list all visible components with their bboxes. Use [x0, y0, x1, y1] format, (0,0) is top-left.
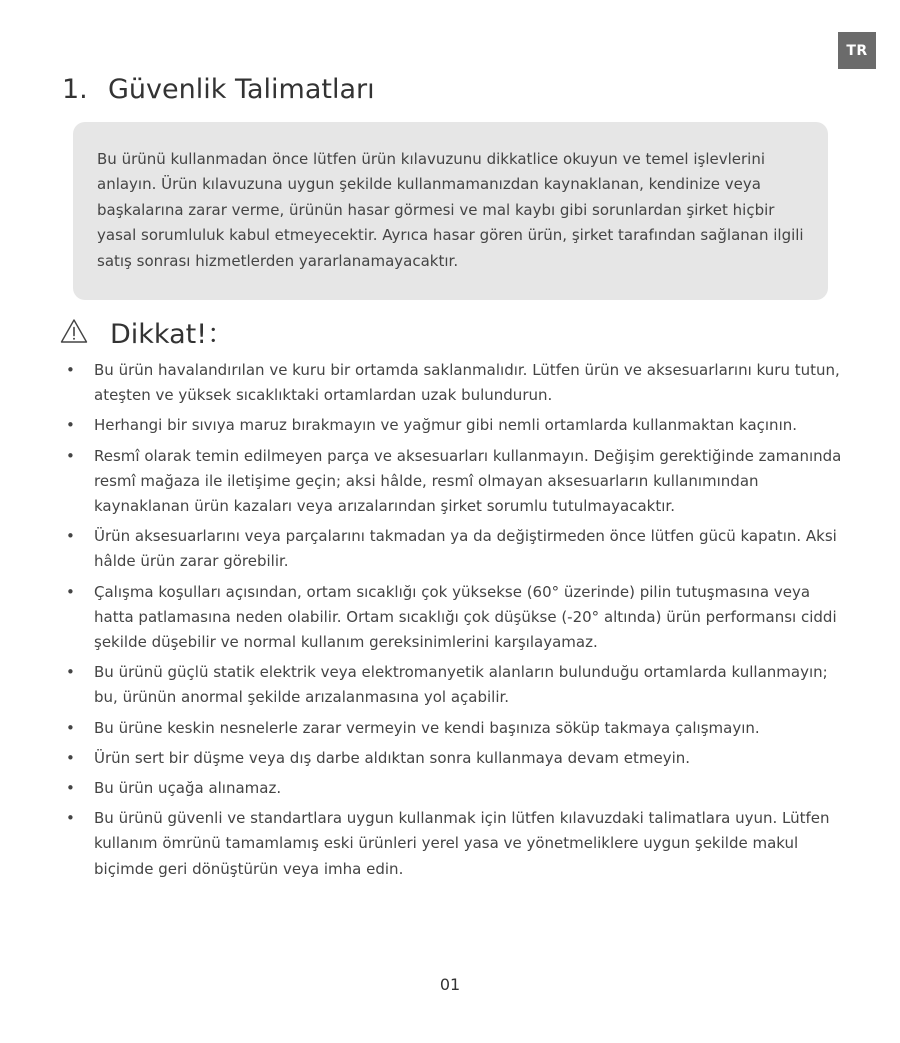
bullet-dot: •: [66, 446, 75, 465]
list-item: [62, 746, 842, 771]
section-heading: [62, 74, 375, 105]
list-item-text: Bu ürüne keskin nesnelerle zarar vermeyin ve kendi başınıza söküp takmaya çalışmayın.: [94, 718, 760, 737]
bullet-dot: •: [66, 361, 75, 379]
list-item: [62, 444, 842, 520]
bullet-dot: •: [66, 779, 75, 798]
bullet-dot: •: [66, 416, 75, 435]
language-badge: TR: [838, 32, 876, 69]
bullet-dot: •: [66, 809, 75, 828]
bullet-dot: •: [66, 582, 75, 601]
bullet-dot: •: [66, 663, 75, 682]
section-number: 1.: [62, 74, 88, 105]
info-box-text: Bu ürünü kullanmadan önce lütfen ürün kılavuzunu dikkatlice okuyun ve temel işlevlerini anlayın. Ürün kılavuzuna uygun şekilde kullanmamanızdan kaynaklanan, kendinize veya başkalarına zarar verme, ürünün hasar görmesi ve mal kaybı gibi sorunlardan şirket hiçbir yasal sorumluluk kabul etmeyecektir. Ayrıca hasar gören ürün, şirket tarafından sağlanan ilgili satış sonrası hizmetlerden yararlanamayacaktır.: [97, 150, 804, 270]
list-item-text: Ürün aksesuarlarını veya parçalarını takmadan ya da değiştirmeden önce lütfen gücü kapatın. Aksi hâlde ürün zarar görebilir.: [94, 527, 837, 571]
list-item-text: Çalışma koşulları açısından, ortam sıcaklığı çok yüksekse (60° üzerinde) pilin tutuşmasına veya hatta patlamasına neden olabilir. Ortam sıcaklığı çok düşükse (-20° altında) ürün performansı ciddi şekilde düşebilir ve normal kullanım gereksinimlerini karşılayamaz.: [94, 582, 837, 652]
bullet-dot: •: [66, 527, 75, 546]
list-item: [62, 413, 842, 438]
list-item-text: Ürün sert bir düşme veya dış darbe aldıktan sonra kullanmaya devam etmeyin.: [94, 748, 691, 767]
bullet-dot: •: [66, 718, 75, 737]
list-item: [62, 660, 842, 710]
section-title: Güvenlik Talimatları: [108, 74, 375, 105]
list-item-text: Bu ürünü güçlü statik elektrik veya elektromanyetik alanların bulunduğu ortamlarda kullanmayın; bu, ürünün anormal şekilde arızalanmasına yol açabilir.: [94, 663, 828, 707]
warning-heading: [60, 313, 234, 349]
warning-triangle-icon: [60, 318, 88, 344]
list-item: [62, 580, 842, 656]
list-item: [62, 358, 842, 408]
list-item-text: Bu ürün uçağa alınamaz.: [94, 779, 282, 798]
list-item: [62, 716, 842, 741]
list-item-text: Herhangi bir sıvıya maruz bırakmayın ve yağmur gibi nemli ortamlarda kullanmaktan kaçının.: [94, 416, 798, 435]
list-item-text: Resmî olarak temin edilmeyen parça ve aksesuarları kullanmayın. Değişim gerektiğinde zamanında resmî mağaza ile iletişime geçin; aksi hâlde, resmî olmayan aksesuarların kullanımından kaynaklanan ürün kazaları veya arızalarından şirket sorumlu tutulmayacaktır.: [94, 446, 842, 516]
info-box: [73, 122, 828, 300]
list-item-text: Bu ürün havalandırılan ve kuru bir ortamda saklanmalıdır. Lütfen ürün ve aksesuarlarını kuru tutun, ateşten ve yüksek sıcaklıktaki ortamlardan uzak bulundurun.: [94, 361, 840, 405]
list-item: [62, 806, 842, 882]
safety-bullet-list: [62, 358, 842, 887]
page-number: 01: [439, 975, 461, 994]
list-item: [62, 524, 842, 574]
list-item-text: Bu ürünü güvenli ve standartlara uygun kullanmak için lütfen kılavuzdaki talimatlara uyun. Lütfen kullanım ömrünü tamamlamış eski ürünleri yerel yasa ve yönetmeliklere uygun şekilde makul biçimde geri dönüştürün veya imha edin.: [94, 809, 830, 878]
bullet-dot: •: [66, 748, 75, 767]
warning-title: Dikkat!：: [110, 318, 235, 350]
list-item: [62, 776, 842, 801]
